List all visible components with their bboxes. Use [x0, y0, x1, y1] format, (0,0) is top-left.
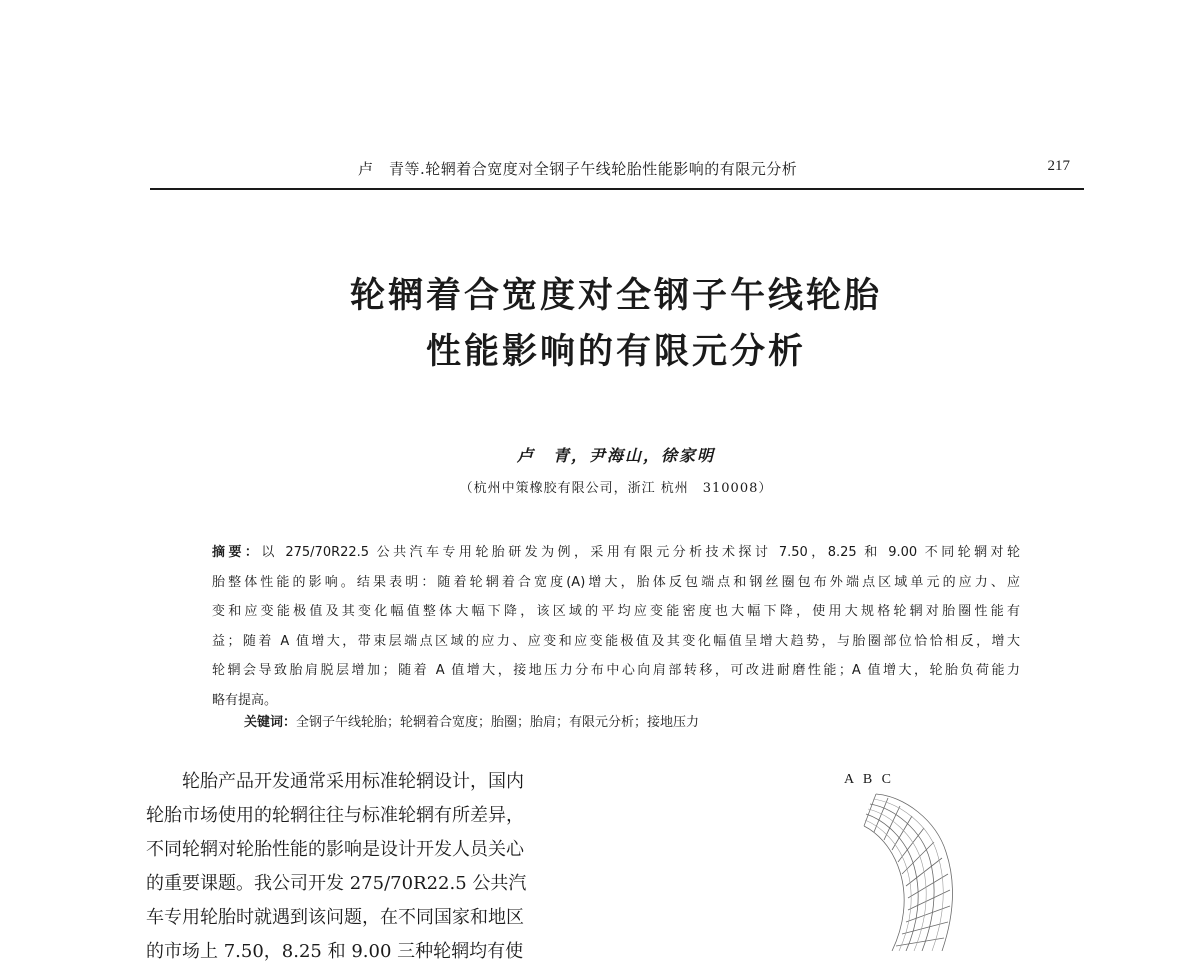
keywords-label: 关键词：: [244, 715, 297, 730]
keywords: [244, 708, 1020, 737]
abstract-line-text: 以 275/70R22.5 公共汽车专用轮胎研发为例，采用有限元分析技术探讨 7.50，8.25 和 9.00 不同轮辋对轮: [261, 545, 1020, 560]
body-line: 轮胎产品开发通常采用标准轮辋设计，国内: [146, 771, 524, 792]
running-header: [150, 158, 1082, 184]
body-text: [146, 765, 604, 969]
tire-mesh-drawing: [830, 770, 1010, 951]
body-line: 的市场上 7.50，8.25 和 9.00 三种轮辋均有使: [146, 941, 524, 962]
abstract-line: 轮辋会导致胎肩脱层增加；随着 A 值增大，接地压力分布中心向肩部转移，可改进耐磨性能；A 值增大，轮胎负荷能力: [212, 663, 1020, 678]
abstract-line: 变和应变能极值及其变化幅值整体大幅下降，该区域的平均应变能密度也大幅下降，使用大规格轮辋对胎圈性能有: [212, 604, 1020, 619]
page-number: 217: [1047, 158, 1070, 174]
body-line: 的重要课题。我公司开发 275/70R22.5 公共汽: [146, 873, 527, 894]
figure-labels: A B C: [844, 772, 895, 787]
title-line-1: 轮辋着合宽度对全钢子午线轮胎: [349, 276, 882, 316]
abstract-line: 胎整体性能的影响。结果表明：随着轮辋着合宽度(A)增大，胎体反包端点和钢丝圈包布外端点区域单元的应力、应: [212, 574, 1020, 590]
authors: 卢 青，尹海山，徐家明: [516, 446, 715, 465]
paper-title: [150, 268, 1082, 380]
title-line-2: 性能影响的有限元分析: [425, 332, 806, 372]
abstract-line: [212, 538, 1020, 568]
header-rule: [150, 188, 1084, 190]
body-line: 轮胎市场使用的轮辋往往与标准轮辋有所差异，: [146, 805, 524, 826]
running-title: 卢 青等.轮辋着合宽度对全钢子午线轮胎性能影响的有限元分析: [358, 160, 798, 178]
tire-mesh-figure: [830, 770, 1010, 951]
abstract: [212, 538, 1020, 715]
affiliation: （杭州中策橡胶有限公司，浙江 杭州 310008）: [459, 481, 773, 496]
body-line: 车专用轮胎时就遇到该问题，在不同国家和地区: [146, 907, 524, 928]
abstract-label: 摘要：: [212, 545, 262, 560]
body-line: 不同轮辋对轮胎性能的影响是设计开发人员关心: [146, 839, 524, 860]
keywords-text: 全钢子午线轮胎；轮辋着合宽度；胎圈；胎肩；有限元分析；接地压力: [296, 715, 700, 730]
abstract-line: 益；随着 A 值增大，带束层端点区域的应力、应变和应变能极值及其变化幅值呈增大趋势，与胎圈部位恰恰相反，增大: [212, 633, 1020, 649]
abstract-line: 略有提高。: [212, 692, 278, 708]
